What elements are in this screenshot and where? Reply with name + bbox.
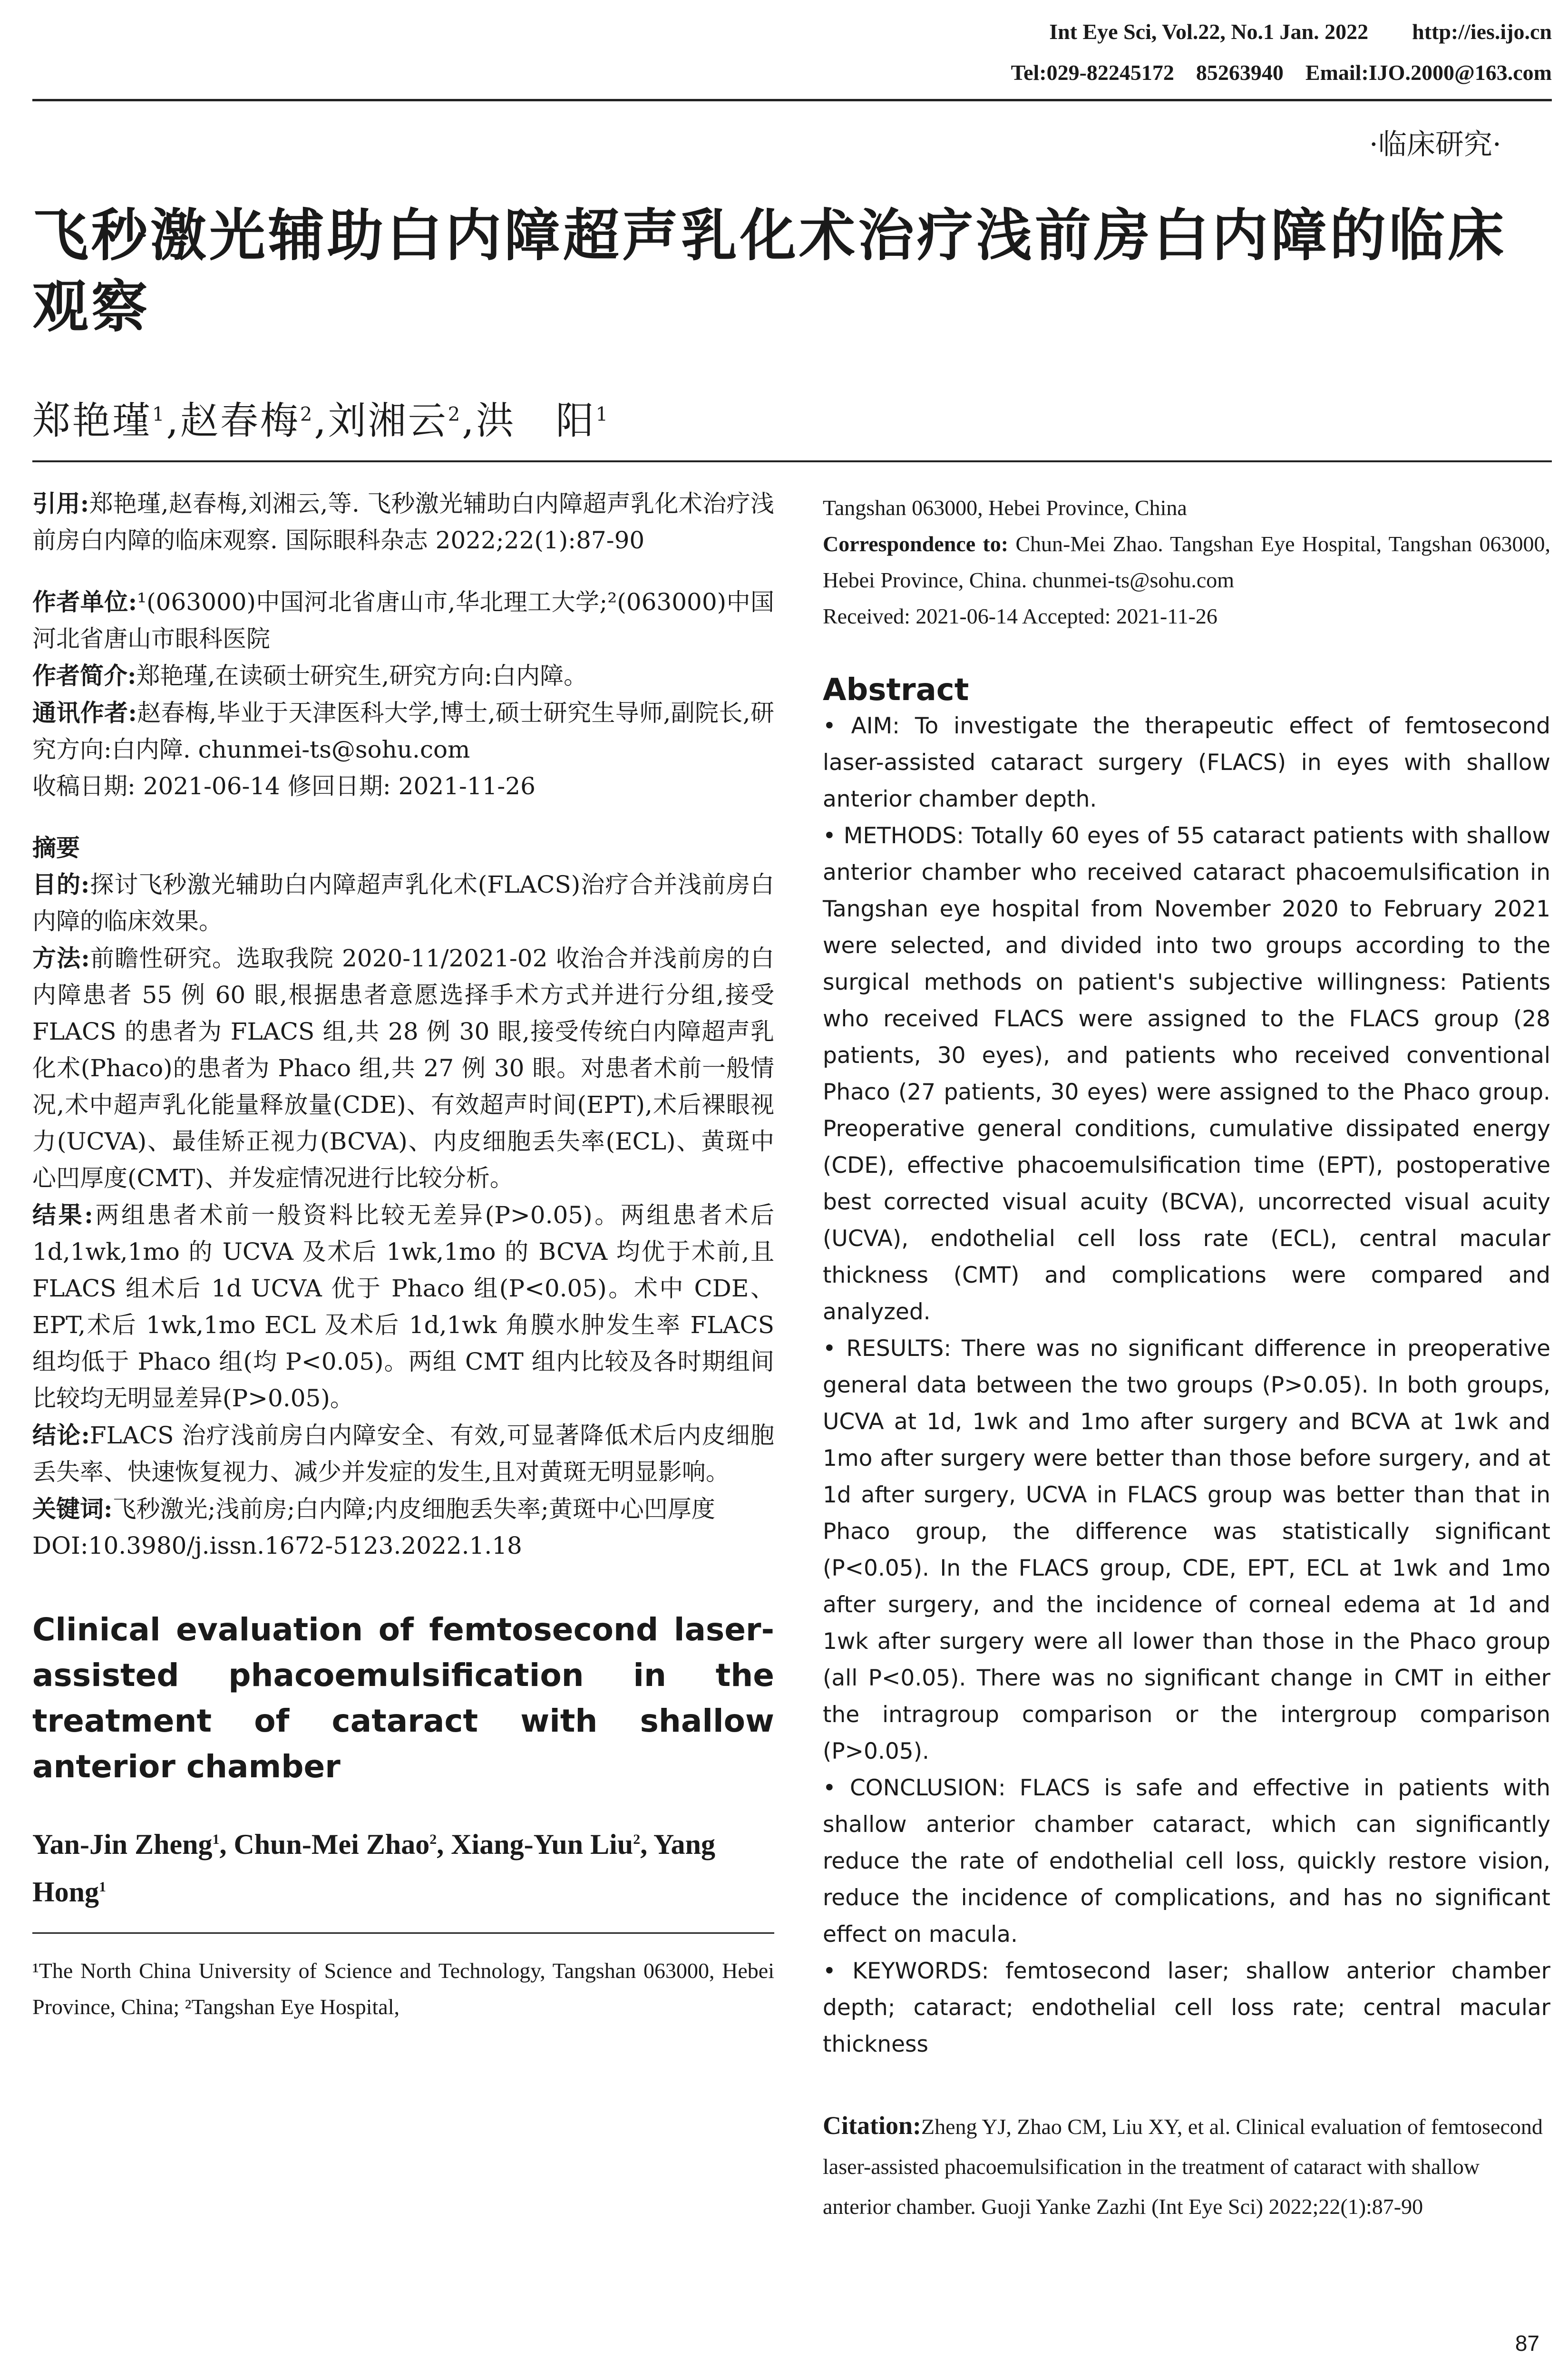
journal-header-line2: Tel:029-82245172 85263940 Email:IJO.2000@163.com — [1011, 60, 1552, 85]
author-en-name: Chun-Mei Zhao — [234, 1829, 430, 1860]
corresponding-cn-text: 赵春梅,毕业于天津医科大学,博士,硕士研究生导师,副院长,研究方向:白内障. chunmei-ts@sohu.com — [32, 699, 775, 763]
author-affil-sup: 2 — [300, 403, 314, 426]
author-name: 赵春梅 — [180, 399, 300, 443]
author-affil-sup: 1 — [595, 403, 610, 426]
results-cn — [32, 1197, 774, 1417]
methods-cn — [32, 940, 774, 1197]
author-affil-sup: 1 — [152, 403, 166, 426]
citation-en-label: Citation: — [823, 2111, 921, 2140]
corresponding-cn-label: 通讯作者: — [32, 699, 137, 727]
affiliation-rule — [32, 1913, 774, 1934]
author-name: 郑艳瑾 — [32, 399, 152, 443]
keywords-cn-label: 关键词: — [32, 1495, 113, 1523]
authors-en: Yan-Jin Zheng$^1$, Chun-Mei Zhao$^2$, Xiang-Yun Liu$^2$, Yang Hong$^1$ — [32, 1829, 716, 1908]
methods-cn-label: 方法: — [32, 944, 90, 972]
affiliation-en-cont: Tangshan 063000, Hebei Province, China — [823, 496, 1187, 520]
left-column — [32, 485, 774, 2025]
author-en-name: Yan-Jin Zheng — [32, 1829, 213, 1860]
correspondence-en-label: Correspondence to: — [823, 532, 1009, 556]
aim-cn-label: 目的: — [32, 870, 90, 898]
conclusion-en: • CONCLUSION: FLACS is safe and effective in patients with shallow anterior chamber cataract, which can significantly reduce the rate of endothelial cell loss, quickly restore vision, reduce the incidence of complications, and has no significant effect on macula. — [823, 1775, 1550, 1948]
author-en-sup: 2 — [429, 1831, 437, 1847]
methods-cn-text: 前瞻性研究。选取我院 2020-11/2021-02 收治合并浅前房的白内障患者 55 例 60 眼,根据患者意愿选择手术方式并进行分组,接受 FLACS 的患者为 FLACS 组,共 28 例 30 眼,接受传统白内障超声乳化术(Phaco)的患者为 Phaco 组,共 27 例 30 眼。对患者术前一般情况,术中超声乳化能量释放量(CDE)、有效超声时间(EPT),术后裸眼视力(UCVA)、最佳矫正视力(BCVA)、内皮细胞丢失率(ECL)、黄斑中心凹厚度(CMT)、并发症情况进行比较分析。 — [32, 945, 774, 1192]
citation-cn-label: 引用: — [32, 489, 89, 517]
author-en-name: Yang Hong — [32, 1829, 716, 1908]
authors-cn: 郑艳瑾$^1$,赵春梅$^2$,刘湘云$^2$,洪 阳$^1$ — [32, 399, 610, 443]
conclusion-cn-text: FLACS 治疗浅前房白内障安全、有效,可显著降低术后内皮细胞丢失率、快速恢复视力、减少并发症的发生,且对黄斑无明显影响。 — [32, 1422, 774, 1486]
page-title-cn: 飞秒激光辅助白内障超声乳化术治疗浅前房白内障的临床观察 — [32, 203, 1507, 340]
author-affil-sup: 2 — [448, 403, 462, 426]
section-tag: ·临床研究· — [1369, 128, 1501, 161]
keywords-cn — [32, 1490, 774, 1528]
author-en-sup: 1 — [99, 1879, 107, 1895]
author-intro-cn — [32, 657, 774, 694]
author-en-name: Xiang-Yun Liu — [451, 1829, 633, 1860]
corresponding-cn — [32, 694, 774, 768]
citation-en — [823, 2105, 1550, 2227]
author-intro-text: 郑艳瑾,在读硕士研究生,研究方向:白内障。 — [136, 662, 588, 690]
methods-en: • METHODS: Totally 60 eyes of 55 cataract patients with shallow anterior chamber who received cataract phacoemulsification in Tangshan eye hospital from November 2020 to February 2021 were selected, and divided into two groups according to the surgical methods on patient's subjective willingness: Patients who received FLACS were assigned to the FLACS group (28 patients, 30 eyes), and patients who received conventional Phaco (27 patients, 30 eyes) were assigned to the Phaco group. Preoperative general conditions, cumulative dissipated energy (CDE), effective phacoemulsification time (EPT), postoperative best corrected visual acuity (BCVA), uncorrected visual acuity (UCVA), endothelial cell loss rate (ECL), central macular thickness (CMT) and complications were compared and analyzed. — [823, 823, 1550, 1325]
citation-cn-text: 郑艳瑾,赵春梅,刘湘云,等. 飞秒激光辅助白内障超声乳化术治疗浅前房白内障的临床观察. 国际眼科杂志 2022;22(1):87-90 — [32, 490, 775, 554]
journal-header-line1: Int Eye Sci, Vol.22, No.1 Jan. 2022 http://ies.ijo.cn — [1049, 19, 1552, 44]
authors-rule — [32, 460, 1552, 462]
abstract-heading-en: Abstract — [823, 672, 969, 708]
doi: DOI:10.3980/j.issn.1672-5123.2022.1.18 — [32, 1532, 522, 1559]
conclusion-cn-label: 结论: — [32, 1421, 90, 1449]
author-name: 刘湘云 — [328, 399, 448, 443]
citation-cn — [32, 485, 774, 559]
affiliation-cn-text1: ¹(063000)中国河北省唐山市,华北理工大学; — [137, 588, 608, 616]
results-cn-label: 结果: — [32, 1201, 93, 1229]
aim-cn-text: 探讨飞秒激光辅助白内障超声乳化术(FLACS)治疗合并浅前房白内障的临床效果。 — [32, 871, 774, 935]
header-rule — [32, 99, 1552, 101]
keywords-en: • KEYWORDS: femtosecond laser; shallow anterior chamber depth; cataract; endothelial cell loss rate; central macular thickness — [823, 1958, 1550, 2057]
author-intro-label: 作者简介: — [32, 662, 136, 690]
right-column — [823, 490, 1550, 2227]
affiliation-cn-label: 作者单位: — [32, 588, 137, 616]
dates-en: Received: 2021-06-14 Accepted: 2021-11-26 — [823, 604, 1217, 628]
abstract-heading-cn: 摘要 — [32, 834, 80, 862]
page-number: 87 — [1515, 2331, 1539, 2356]
aim-en: • AIM: To investigate the therapeutic effect of femtosecond laser-assisted cataract surgery (FLACS) in eyes with shallow anterior chamber depth. — [823, 713, 1550, 812]
aim-cn — [32, 866, 774, 940]
affiliation-cn — [32, 584, 774, 657]
affiliation-en: ¹The North China University of Science and Technology, Tangshan 063000, Hebei Province, China; ²Tangshan Eye Hospital, — [32, 1958, 774, 2019]
results-cn-text: 两组患者术前一般资料比较无差异(P>0.05)。两组患者术后 1d,1wk,1mo 的 UCVA 及术后 1wk,1mo 的 BCVA 均优于术前,且 FLACS 组术后 1d UCVA 优于 Phaco 组(P<0.05)。术中 CDE、EPT,术后 1wk,1mo ECL 及术后 1d,1wk 角膜水肿发生率 FLACS 组均低于 Phaco 组(均 P<0.05)。两组 CMT 组内比较及各时期组间比较均无明显差异(P>0.05)。 — [32, 1201, 774, 1412]
correspondence-en — [823, 526, 1550, 598]
keywords-cn-text: 飞秒激光;浅前房;白内障;内皮细胞丢失率;黄斑中心凹厚度 — [112, 1495, 715, 1523]
english-title: Clinical evaluation of femtosecond laser-assisted phacoemulsification in the treatment of cataract with shallow anterior chamber — [32, 1611, 774, 1785]
citation-en-text: Zheng YJ, Zhao CM, Liu XY, et al. Clinical evaluation of femtosecond laser-assisted phacoemulsification in the treatment of cataract with shallow anterior chamber. Guoji Yanke Zazhi (Int Eye Sci) 2022;22(1):87-90 — [823, 2114, 1543, 2219]
results-en: • RESULTS: There was no significant difference in preoperative general data between the two groups (P>0.05). In both groups, UCVA at 1d, 1wk and 1mo after surgery and BCVA at 1wk and 1mo after surgery were better than those before surgery, and at 1d after surgery, UCVA in FLACS group was better than that in Phaco group, the difference was statistically significant (P<0.05). In the FLACS group, CDE, EPT, ECL at 1wk and 1mo after surgery, and the incidence of corneal edema at 1d and 1wk after surgery were all lower than those in the Phaco group (all P<0.05). There was no significant change in CMT in either the intragroup comparison or the intergroup comparison (P>0.05). — [823, 1335, 1550, 1764]
author-en-sup: 2 — [633, 1831, 641, 1847]
author-en-sup: 1 — [212, 1831, 220, 1847]
conclusion-cn — [32, 1417, 774, 1490]
dates-cn: 收稿日期: 2021-06-14 修回日期: 2021-11-26 — [32, 772, 536, 800]
correspondence-en-text: Chun-Mei Zhao. Tangshan Eye Hospital, Tangshan 063000, Hebei Province, China. chunmei-ts@sohu.com — [823, 532, 1551, 592]
author-name: 洪 阳 — [476, 399, 596, 443]
affiliation-cn-text2: ²(063000)中国河北省唐山市眼科医院 — [32, 588, 774, 653]
